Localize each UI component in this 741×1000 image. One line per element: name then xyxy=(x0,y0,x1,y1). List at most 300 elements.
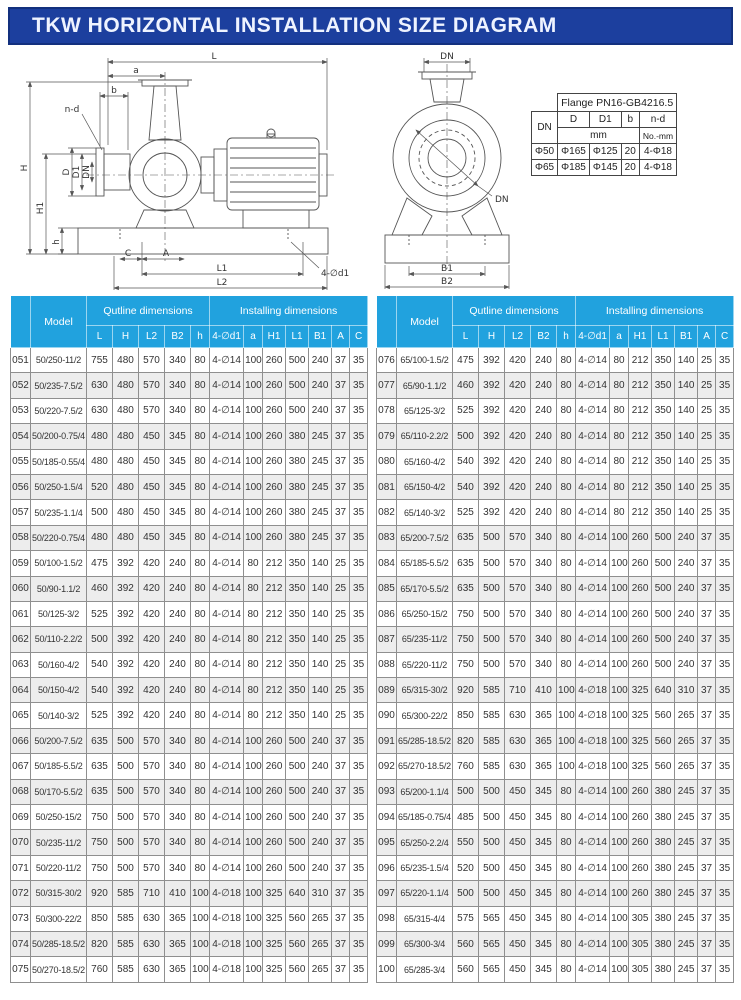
value-cell: 80 xyxy=(557,500,576,525)
value-cell: 80 xyxy=(557,881,576,906)
row-number-cell: 073 xyxy=(11,906,31,931)
value-cell: 345 xyxy=(165,500,191,525)
flange-col-d: D xyxy=(558,112,590,128)
row-number-cell: 055 xyxy=(11,449,31,474)
row-number-cell: 062 xyxy=(11,627,31,652)
value-cell: 450 xyxy=(139,474,165,499)
model-cell: 50/235-1.1/4 xyxy=(31,500,87,525)
value-cell: 100 xyxy=(191,881,210,906)
value-cell: 35 xyxy=(716,728,734,753)
value-cell: 450 xyxy=(139,449,165,474)
table-row xyxy=(11,805,368,830)
value-cell: 4-∅14 xyxy=(210,754,244,779)
model-cell: 50/200-7.5/2 xyxy=(31,728,87,753)
value-cell: 340 xyxy=(165,728,191,753)
value-cell: 570 xyxy=(505,551,531,576)
value-cell: 392 xyxy=(479,449,505,474)
value-cell: 212 xyxy=(263,601,286,626)
col-header-h: h xyxy=(557,326,576,348)
value-cell: 100 xyxy=(244,805,263,830)
value-cell: 260 xyxy=(263,500,286,525)
value-cell: 80 xyxy=(191,525,210,550)
col-header-L: L xyxy=(453,326,479,348)
value-cell: 392 xyxy=(479,474,505,499)
value-cell: 240 xyxy=(531,398,557,423)
value-cell: 750 xyxy=(87,805,113,830)
value-cell: 350 xyxy=(652,348,675,373)
flange-cell: Φ50 xyxy=(532,144,558,160)
value-cell: 460 xyxy=(87,576,113,601)
value-cell: 265 xyxy=(309,957,332,982)
model-cell: 50/100-1.5/2 xyxy=(31,551,87,576)
value-cell: 80 xyxy=(557,855,576,880)
value-cell: 80 xyxy=(557,398,576,423)
row-number-cell: 057 xyxy=(11,500,31,525)
value-cell: 500 xyxy=(479,805,505,830)
value-cell: 392 xyxy=(479,424,505,449)
value-cell: 345 xyxy=(165,525,191,550)
value-cell: 240 xyxy=(531,500,557,525)
value-cell: 500 xyxy=(479,601,505,626)
value-cell: 100 xyxy=(557,754,576,779)
value-cell: 100 xyxy=(244,449,263,474)
table-row xyxy=(377,474,734,499)
value-cell: 35 xyxy=(716,398,734,423)
value-cell: 245 xyxy=(309,449,332,474)
value-cell: 420 xyxy=(505,500,531,525)
model-cell: 50/250-1.5/4 xyxy=(31,474,87,499)
row-number-cell: 069 xyxy=(11,805,31,830)
value-cell: 245 xyxy=(309,424,332,449)
value-cell: 240 xyxy=(675,576,698,601)
table-row xyxy=(11,703,368,728)
value-cell: 140 xyxy=(309,576,332,601)
value-cell: 212 xyxy=(263,551,286,576)
value-cell: 35 xyxy=(350,449,368,474)
value-cell: 350 xyxy=(652,474,675,499)
value-cell: 100 xyxy=(191,906,210,931)
value-cell: 100 xyxy=(610,525,629,550)
value-cell: 37 xyxy=(698,652,716,677)
value-cell: 380 xyxy=(652,779,675,804)
value-cell: 100 xyxy=(610,855,629,880)
value-cell: 35 xyxy=(350,855,368,880)
value-cell: 392 xyxy=(479,373,505,398)
value-cell: 500 xyxy=(113,830,139,855)
table-row xyxy=(11,348,368,373)
model-cell: 65/315-4/4 xyxy=(397,906,453,931)
value-cell: 500 xyxy=(286,754,309,779)
value-cell: 245 xyxy=(675,805,698,830)
value-cell: 80 xyxy=(244,678,263,703)
value-cell: 350 xyxy=(286,551,309,576)
value-cell: 35 xyxy=(350,703,368,728)
value-cell: 37 xyxy=(332,525,350,550)
value-cell: 35 xyxy=(716,855,734,880)
value-cell: 35 xyxy=(350,652,368,677)
value-cell: 212 xyxy=(263,627,286,652)
value-cell: 4-∅14 xyxy=(210,678,244,703)
value-cell: 750 xyxy=(453,601,479,626)
value-cell: 25 xyxy=(698,449,716,474)
value-cell: 450 xyxy=(505,855,531,880)
value-cell: 500 xyxy=(286,373,309,398)
value-cell: 570 xyxy=(505,627,531,652)
flange-cell: 20 xyxy=(621,144,639,160)
value-cell: 760 xyxy=(87,957,113,982)
value-cell: 750 xyxy=(87,855,113,880)
value-cell: 100 xyxy=(610,881,629,906)
value-cell: 100 xyxy=(244,500,263,525)
row-number-cell: 092 xyxy=(377,754,397,779)
value-cell: 380 xyxy=(652,855,675,880)
value-cell: 80 xyxy=(244,551,263,576)
value-cell: 37 xyxy=(698,678,716,703)
value-cell: 305 xyxy=(629,906,652,931)
model-cell: 50/140-3/2 xyxy=(31,703,87,728)
value-cell: 630 xyxy=(505,703,531,728)
value-cell: 640 xyxy=(652,678,675,703)
value-cell: 340 xyxy=(165,779,191,804)
value-cell: 500 xyxy=(286,779,309,804)
value-cell: 480 xyxy=(87,525,113,550)
value-cell: 37 xyxy=(332,830,350,855)
value-cell: 80 xyxy=(557,779,576,804)
value-cell: 25 xyxy=(698,373,716,398)
value-cell: 35 xyxy=(350,398,368,423)
value-cell: 35 xyxy=(716,906,734,931)
value-cell: 325 xyxy=(263,931,286,956)
value-cell: 4-∅14 xyxy=(210,830,244,855)
value-cell: 100 xyxy=(610,830,629,855)
value-cell: 380 xyxy=(286,474,309,499)
value-cell: 4-∅14 xyxy=(576,957,610,982)
value-cell: 240 xyxy=(531,449,557,474)
value-cell: 37 xyxy=(698,830,716,855)
value-cell: 37 xyxy=(698,754,716,779)
value-cell: 35 xyxy=(716,348,734,373)
value-cell: 350 xyxy=(286,703,309,728)
value-cell: 100 xyxy=(557,703,576,728)
value-cell: 4-∅14 xyxy=(210,805,244,830)
value-cell: 37 xyxy=(698,601,716,626)
value-cell: 260 xyxy=(629,805,652,830)
value-cell: 4-∅14 xyxy=(210,449,244,474)
value-cell: 245 xyxy=(675,881,698,906)
value-cell: 240 xyxy=(165,601,191,626)
value-cell: 500 xyxy=(113,805,139,830)
model-cell: 65/300-3/4 xyxy=(397,931,453,956)
value-cell: 37 xyxy=(332,779,350,804)
value-cell: 100 xyxy=(610,931,629,956)
table-row xyxy=(11,373,368,398)
value-cell: 380 xyxy=(286,449,309,474)
value-cell: 100 xyxy=(244,881,263,906)
value-cell: 140 xyxy=(675,398,698,423)
model-cell: 65/270-18.5/2 xyxy=(397,754,453,779)
value-cell: 630 xyxy=(87,373,113,398)
value-cell: 240 xyxy=(309,779,332,804)
value-cell: 80 xyxy=(557,373,576,398)
value-cell: 37 xyxy=(332,500,350,525)
value-cell: 240 xyxy=(309,754,332,779)
table-row xyxy=(377,449,734,474)
value-cell: 450 xyxy=(505,957,531,982)
value-cell: 140 xyxy=(309,678,332,703)
model-cell: 50/110-2.2/2 xyxy=(31,627,87,652)
value-cell: 540 xyxy=(87,652,113,677)
value-cell: 635 xyxy=(87,728,113,753)
value-cell: 340 xyxy=(531,601,557,626)
value-cell: 212 xyxy=(629,373,652,398)
value-cell: 4-∅14 xyxy=(576,601,610,626)
value-cell: 240 xyxy=(165,551,191,576)
col-header-a: a xyxy=(244,326,263,348)
value-cell: 4-∅14 xyxy=(210,627,244,652)
value-cell: 100 xyxy=(610,957,629,982)
value-cell: 37 xyxy=(332,881,350,906)
value-cell: 450 xyxy=(505,906,531,931)
value-cell: 80 xyxy=(244,576,263,601)
model-cell: 65/235-1.5/4 xyxy=(397,855,453,880)
value-cell: 140 xyxy=(675,373,698,398)
value-cell: 570 xyxy=(505,601,531,626)
table-row xyxy=(377,576,734,601)
value-cell: 500 xyxy=(652,551,675,576)
col-header-A: A xyxy=(332,326,350,348)
value-cell: 755 xyxy=(87,348,113,373)
value-cell: 37 xyxy=(698,931,716,956)
table-row xyxy=(11,957,368,982)
value-cell: 80 xyxy=(191,373,210,398)
flange-cell: 4-Φ18 xyxy=(639,144,676,160)
value-cell: 35 xyxy=(716,931,734,956)
model-cell: 65/185-0.75/4 xyxy=(397,805,453,830)
value-cell: 4-∅14 xyxy=(210,703,244,728)
table-row xyxy=(377,881,734,906)
model-cell: 50/90-1.1/2 xyxy=(31,576,87,601)
value-cell: 570 xyxy=(505,576,531,601)
value-cell: 35 xyxy=(350,957,368,982)
value-cell: 4-∅14 xyxy=(576,576,610,601)
value-cell: 500 xyxy=(652,601,675,626)
table-row xyxy=(11,500,368,525)
value-cell: 100 xyxy=(244,424,263,449)
value-cell: 245 xyxy=(675,931,698,956)
value-cell: 100 xyxy=(610,906,629,931)
row-number-cell: 068 xyxy=(11,779,31,804)
table-row xyxy=(377,678,734,703)
value-cell: 365 xyxy=(531,754,557,779)
col-header-A: A xyxy=(698,326,716,348)
value-cell: 380 xyxy=(652,957,675,982)
value-cell: 480 xyxy=(113,500,139,525)
model-cell: 50/220-7.5/2 xyxy=(31,398,87,423)
value-cell: 35 xyxy=(350,627,368,652)
value-cell: 640 xyxy=(286,881,309,906)
value-cell: 4-∅14 xyxy=(576,398,610,423)
value-cell: 212 xyxy=(629,424,652,449)
col-header-4d1: 4-∅d1 xyxy=(210,326,244,348)
value-cell: 260 xyxy=(263,830,286,855)
value-cell: 35 xyxy=(350,678,368,703)
value-cell: 80 xyxy=(610,398,629,423)
model-cell: 50/220-11/2 xyxy=(31,855,87,880)
value-cell: 630 xyxy=(87,398,113,423)
dim-label-4d1: 4-∅d1 xyxy=(321,269,350,279)
value-cell: 100 xyxy=(610,576,629,601)
value-cell: 80 xyxy=(244,601,263,626)
value-cell: 4-∅18 xyxy=(210,906,244,931)
value-cell: 100 xyxy=(244,398,263,423)
value-cell: 80 xyxy=(557,474,576,499)
value-cell: 140 xyxy=(675,500,698,525)
value-cell: 540 xyxy=(453,474,479,499)
col-header-H1: H1 xyxy=(629,326,652,348)
value-cell: 140 xyxy=(675,424,698,449)
table-row xyxy=(377,855,734,880)
model-cell: 65/90-1.1/2 xyxy=(397,373,453,398)
value-cell: 380 xyxy=(652,881,675,906)
value-cell: 392 xyxy=(113,551,139,576)
model-cell: 65/220-11/2 xyxy=(397,652,453,677)
value-cell: 392 xyxy=(113,652,139,677)
model-cell: 65/100-1.5/2 xyxy=(397,348,453,373)
value-cell: 100 xyxy=(610,627,629,652)
value-cell: 35 xyxy=(350,728,368,753)
value-cell: 80 xyxy=(557,525,576,550)
value-cell: 4-∅14 xyxy=(576,500,610,525)
value-cell: 380 xyxy=(652,931,675,956)
dim-label-DN-side: DN xyxy=(495,195,509,205)
value-cell: 820 xyxy=(453,728,479,753)
value-cell: 345 xyxy=(531,906,557,931)
value-cell: 265 xyxy=(309,906,332,931)
value-cell: 4-∅14 xyxy=(210,373,244,398)
value-cell: 100 xyxy=(244,728,263,753)
dim-label-nd: n-d xyxy=(64,105,80,115)
value-cell: 100 xyxy=(244,830,263,855)
value-cell: 35 xyxy=(350,779,368,804)
value-cell: 80 xyxy=(191,830,210,855)
col-header-H: H xyxy=(479,326,505,348)
value-cell: 500 xyxy=(286,805,309,830)
value-cell: 560 xyxy=(286,906,309,931)
model-cell: 65/170-5.5/2 xyxy=(397,576,453,601)
value-cell: 260 xyxy=(629,855,652,880)
value-cell: 37 xyxy=(332,373,350,398)
model-cell: 50/270-18.5/2 xyxy=(31,957,87,982)
value-cell: 240 xyxy=(675,551,698,576)
value-cell: 365 xyxy=(165,931,191,956)
value-cell: 420 xyxy=(505,398,531,423)
value-cell: 380 xyxy=(652,906,675,931)
value-cell: 100 xyxy=(244,957,263,982)
value-cell: 560 xyxy=(652,728,675,753)
model-cell: 50/185-0.55/4 xyxy=(31,449,87,474)
model-cell: 50/200-0.75/4 xyxy=(31,424,87,449)
col-header-model: Model xyxy=(31,296,87,348)
row-number-cell: 099 xyxy=(377,931,397,956)
value-cell: 240 xyxy=(675,525,698,550)
row-number-cell: 079 xyxy=(377,424,397,449)
value-cell: 245 xyxy=(675,779,698,804)
model-cell: 65/200-7.5/2 xyxy=(397,525,453,550)
value-cell: 520 xyxy=(87,474,113,499)
value-cell: 37 xyxy=(332,348,350,373)
value-cell: 570 xyxy=(139,830,165,855)
value-cell: 4-∅14 xyxy=(576,830,610,855)
value-cell: 140 xyxy=(675,348,698,373)
value-cell: 392 xyxy=(113,703,139,728)
value-cell: 585 xyxy=(479,678,505,703)
model-cell: 50/220-0.75/4 xyxy=(31,525,87,550)
value-cell: 100 xyxy=(610,601,629,626)
row-number-cell: 084 xyxy=(377,551,397,576)
value-cell: 37 xyxy=(698,576,716,601)
row-number-cell: 070 xyxy=(11,830,31,855)
flange-cell: 4-Φ18 xyxy=(639,160,676,176)
value-cell: 4-∅14 xyxy=(576,855,610,880)
flange-col-dn: DN xyxy=(532,112,558,144)
value-cell: 420 xyxy=(139,703,165,728)
value-cell: 392 xyxy=(479,348,505,373)
table-row xyxy=(11,678,368,703)
dim-label-D: D xyxy=(62,168,72,176)
value-cell: 140 xyxy=(309,703,332,728)
row-number-cell: 098 xyxy=(377,906,397,931)
value-cell: 325 xyxy=(629,678,652,703)
table-row xyxy=(377,906,734,931)
value-cell: 560 xyxy=(652,703,675,728)
value-cell: 4-∅14 xyxy=(210,424,244,449)
value-cell: 35 xyxy=(716,881,734,906)
col-header-C: C xyxy=(350,326,368,348)
value-cell: 570 xyxy=(139,855,165,880)
flange-unit-mm: mm xyxy=(558,128,640,144)
value-cell: 245 xyxy=(675,957,698,982)
value-cell: 345 xyxy=(531,830,557,855)
row-number-cell: 089 xyxy=(377,678,397,703)
value-cell: 80 xyxy=(191,703,210,728)
value-cell: 240 xyxy=(309,398,332,423)
flange-cell: 20 xyxy=(621,160,639,176)
dim-label-D1: D1 xyxy=(72,165,82,179)
value-cell: 140 xyxy=(309,652,332,677)
value-cell: 340 xyxy=(165,373,191,398)
value-cell: 35 xyxy=(716,373,734,398)
table-row xyxy=(11,906,368,931)
col-header-C: C xyxy=(716,326,734,348)
dim-label-h: h xyxy=(52,239,62,245)
value-cell: 80 xyxy=(191,728,210,753)
table-row xyxy=(11,474,368,499)
value-cell: 310 xyxy=(309,881,332,906)
value-cell: 37 xyxy=(332,754,350,779)
table-row xyxy=(377,652,734,677)
value-cell: 100 xyxy=(244,931,263,956)
value-cell: 240 xyxy=(531,348,557,373)
flange-col-b: b xyxy=(621,112,639,128)
value-cell: 25 xyxy=(332,652,350,677)
value-cell: 305 xyxy=(629,957,652,982)
value-cell: 240 xyxy=(309,728,332,753)
value-cell: 100 xyxy=(244,779,263,804)
value-cell: 585 xyxy=(113,957,139,982)
value-cell: 565 xyxy=(479,957,505,982)
value-cell: 265 xyxy=(309,931,332,956)
value-cell: 260 xyxy=(629,652,652,677)
